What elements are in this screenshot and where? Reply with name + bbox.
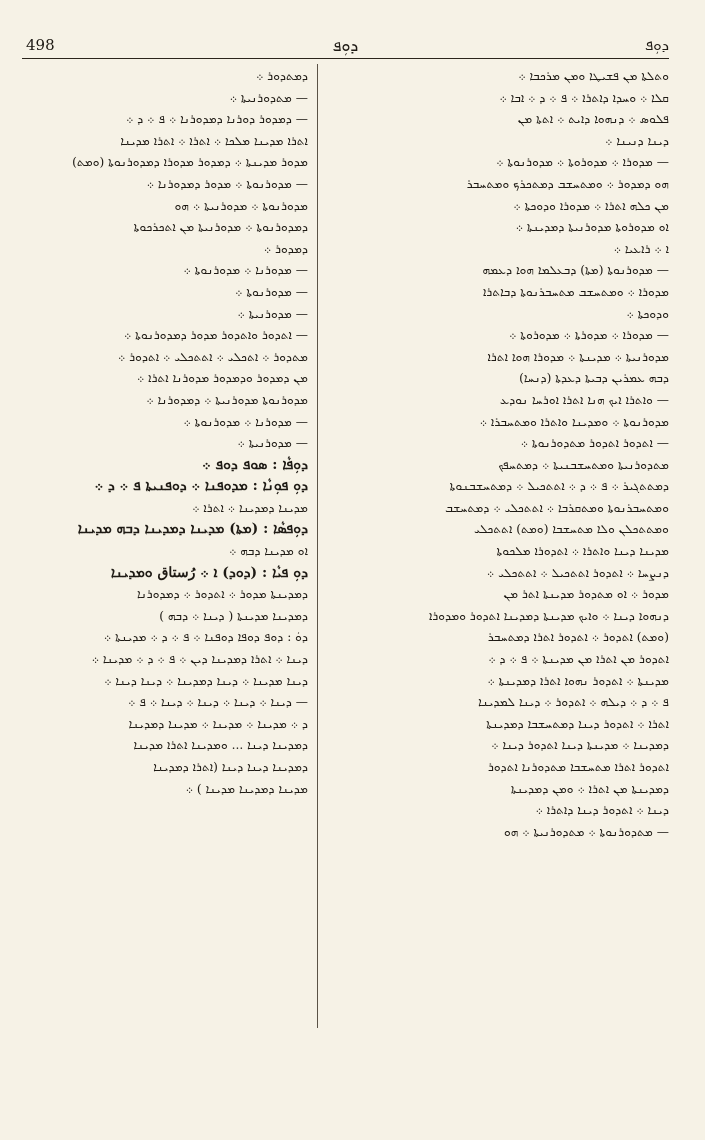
header-running-word: ܕܘܼܦ [644, 36, 669, 54]
text-line: ܐ ܀ ܪܐܥܝܐ ܀ [613, 241, 669, 256]
text-line: ܕܡܕܝܢܐ ܕܝܢܐ ܕܝܢܐ (ܐܬܪܐ ܕܡܕܝܢܐ [153, 760, 308, 774]
text-line: ܕܘܿ : ܕܘܦ ܕܘܦܐ ܕܘܦܢܐ ܀ ܦ ܀ ܕ ܀ ܡܕܝܢܬܐ ܀ [103, 630, 308, 645]
text-line: ܐܘ ܡܕܝܢܐ ܕܒܗ ܀ [229, 544, 308, 559]
text-line: — ܡܕܘܪܢܐ ܀ ܡܕܘܪܢܘܬܐ ܀ [183, 414, 308, 429]
text-line: ܕܡܕܝܢܐ ܡܕܝܢܬܐ ( ܕܝܢܐ ܀ ܕܒܗ ) [159, 608, 308, 623]
text-line: ܡܕܘܪܢܝܬܐ ܀ ܡܕܝܢܬܐ ܀ ܡܕܘܪܐ ܗܘܐ ܐܬܪܐ [487, 349, 669, 364]
text-line: — ܘܐܬܪܐ ܐܝܟ ܗܢܐ ܐܬܪܐ ܐܘܪܚܐ ܢܘܕܥ [499, 392, 669, 407]
text-line: — ܡܬܕܘܪܢܝܬܐ ܀ [229, 90, 308, 105]
text-line: ܕܡܕܘܪ ܀ [263, 241, 308, 256]
text-line: ܐܘ ܡܕܘܪܘܬܐ ܡܕܘܪܢܝܬܐ ܕܡܕܝܢܬܐ ܀ [515, 220, 669, 235]
column-divider [317, 64, 318, 1028]
text-line: — ܡܕܘܪܢܐ ܀ ܡܕܘܪܢܘܬܐ ܀ [183, 263, 308, 278]
text-line: ܕܡܕܝܢܬܐ ܡܕܘܪ ܀ ܐܬܕܘܪ ܀ ܕܡܕܘܪܢܐ [137, 587, 308, 602]
text-line: ܕܘܼ ܦܘܼܢܵܐ : ܡܕܘܦܢܐ ܀ ܕܘܦܢܝܬܐ ܦ ܀ ܕ ܀ [94, 478, 308, 495]
text-line: ܕܘܼ ܦܝܵܐ : (ܕܘܕ) ܐ ܀ رُستاق ܘܡܕܝܢܐ [110, 564, 308, 581]
text-line: ܡܕܘܪܢܘܬܐ ܀ ܘܡܕܝܢܐ ܘܐܬܪܐ ܘܡܬܚܒܪܐ ܀ [479, 414, 669, 429]
text-line: — ܐܬܕܘܪ ܘܐܬܕܘܪ ܡܕܘܪ ܕܡܕܘܪܢܘܬܐ ܀ [123, 328, 308, 343]
text-line: ܕܘܼܦܣܵܐ : (ܡܬܐ) ܡܕܝܢܐ ܕܡܕܝܢܐ ܕܒܗ ܡܕܝܢܐ [77, 521, 308, 538]
text-line: ܡܕܘܪܢܘܬܐ ܡܕܘܪܢܝܬܐ ܀ ܕܡܕܘܪܢܐ ܀ [146, 392, 308, 407]
text-line: ܕܝܢܐ ܡܕܝܢܐ ܀ ܕܝܢܐ ܕܡܕܝܢܐ ܀ ܕܝܢܐ ܕܝܢܐ ܀ [104, 673, 308, 688]
text-line: ܗܘ ܕܡܕܘܪ ܀ ܘܡܬܚܫܒ ܕܡܬܟܪܟ ܘܡܬܚܒܪ [466, 176, 669, 191]
text-line: — ܡܕܘܪܢܘܬܐ ܀ [235, 284, 308, 299]
text-line: ܡܕܘܪܐ ܀ ܘܡܬܚܫܒ ܡܬܚܒܪܢܘܬܐ ܕܒܐܬܪܐ [482, 284, 669, 299]
text-line: — ܡܕܘܪܢܝܬܐ ܀ [237, 436, 308, 451]
text-line: ܕܢܗܘܐ ܕܝܢܐ ܀ ܘܐܝܟ ܡܕܝܢܬܐ ܕܡܕܝܢܐ ܐܬܕܘܪ ܘܡܕܘܪܐ [428, 608, 669, 623]
text-line: ܡܬܕܘܪ ܀ ܐܬܟܠܝ ܀ ܐܬܬܟܠܝ ܀ ܐܬܕܘܪ ܀ [118, 349, 308, 364]
text-line: ܦܠܘܣ ܀ ܕܢܗܘܐ ܕܐܝܬ ܀ ܐܬܬܐ ܡܢ [517, 112, 669, 127]
text-line: ܕܡܕܝܢܬܐ ܡܢ ܐܬܪܐ ܀ ܘܡܢ ܕܡܕܝܢܬܐ [510, 781, 669, 796]
text-line: — ܡܕܘܪܢܘܬܐ ܀ ܡܕܘܪ ܕܡܕܘܪܢܐ ܀ [146, 176, 308, 191]
text-line: ܕܡܕܝܢܐ ܕܝܢܐ ... ܘܡܕܝܢܐ ܐܬܪܐ ܡܕܝܢܐ [133, 738, 308, 753]
text-line: ܕܝܢܐ ܕܢܝܢܐ ܀ [605, 133, 669, 148]
text-line: ܕܘܼܦܵܐ : ܣܘܦ ܕܘܦ ܀ [202, 456, 308, 473]
text-line: — ܕܝܢܐ ܀ ܕܝܢܐ ܀ ܕܝܢܐ ܀ ܕܝܢܐ ܀ ܦ ܀ [128, 695, 308, 710]
text-line: ܡܢ ܕܡܕܘܪ ܘܕܡܕܘܪ ܡܕܘܪܢܐ ܐܬܪܐ ܀ [136, 371, 308, 386]
text-line: ܡܕܘܪ ܡܕܝܢܬܐ ܀ ܕܡܕܘܪ ܡܕܘܪܐ ܕܡܕܘܪܢܘܬܐ (ܘܡܬ) [72, 155, 308, 170]
text-line: ܘܡܬܚܒܪܢܘܬܐ ܘܡܬܩܪܒܐ ܀ ܐܬܬܟܠܝ ܀ ܕܡܬܚܫܒ [445, 500, 669, 515]
header-center-word: ܕܘܼܦ [332, 36, 359, 55]
text-line: ܡܕܘܪܢܘܬܐ ܀ ܡܕܘܪܢܝܬܐ ܀ ܗܘ [174, 198, 308, 213]
header-rule [22, 58, 669, 59]
text-line: — ܐܬܕܘܪ ܐܬܕܘܪ ܡܬܕܘܪܢܘܬܐ ܀ [520, 436, 669, 451]
text-line: ܕܒܗ ܥܡܪܝܢ ܕܒܝܬܐ ܕܥܕܬܐ (ܕܢܚܐ) [519, 371, 669, 386]
text-line: ܘܡܬܬܟܠܢ ܘܠܐ ܡܬܚܫܒܐ (ܘܡܬ) ܐܬܬܟܠܝ [474, 522, 669, 537]
text-line: ܩܠܐ ܀ ܘܚܕܐ ܕܐܬܪܐ ܀ ܦ ܀ ܕ ܀ ܐܒܐ ܀ [499, 90, 669, 105]
text-line: — ܡܕܘܪܢܘܬܐ (ܡܬܐ) ܕܒܥܠܡܐ ܗܘܐ ܕܥܡܗ [482, 263, 669, 278]
text-line: — ܡܬܕܘܪܢܘܬܐ ܀ ܡܬܕܘܪܢܝܬܐ ܀ ܗܘ [503, 824, 669, 839]
text-line: ܕܡܬܕܘܪ ܀ [256, 69, 308, 83]
text-line: ܕ ܀ ܡܕܝܢܐ ܀ ܡܕܝܢܐ ܀ ܡܕܝܢܐ ܕܡܕܝܢܐ [128, 716, 308, 731]
text-line: ܕܡܕܘܪܢܘܬܐ ܀ ܡܕܘܪܢܝܬܐ ܡܢ ܐܬܟܪܟܘܬܐ [133, 220, 308, 235]
text-line: ܡܢ ܟܠܗ ܐܬܪܐ ܀ ܡܕܘܪܐ ܘܕܘܟܬܐ ܀ [513, 198, 669, 213]
text-line: ܡܕܝܢܬܐ ܀ ܐܬܕܘܪ ܢܗܘܐ ܐܬܪܐ ܕܡܕܝܢܬܐ ܀ [487, 673, 669, 688]
text-line: ܡܕܝܢܐ ܕܡܕܝܢܐ ܡܕܝܢܐ ) ܀ [185, 781, 308, 796]
text-line: ܕܝܢܐ ܀ ܐܬܪܐ ܕܡܕܝܢܐ ܕܝܢ ܀ ܦ ܀ ܕ ܀ ܡܕܝܢܐ ܀ [91, 652, 308, 667]
text-line: ܡܬܕܘܪܢܝܬܐ ܘܡܬܚܫܒܢܝܬܐ ܀ ܕܡܬܚܦܟ [498, 457, 669, 472]
text-line: ܡܕܝܢܐ ܕܡܕܝܢܐ ܀ ܐܬܪܐ ܀ [192, 500, 308, 515]
text-line: ܕܡܕܝܢܐ ܀ ܡܕܝܢܬܐ ܕܝܢܐ ܐܬܕܘܪ ܕܝܢܐ ܀ [491, 738, 669, 753]
text-line: ܕܡܬܬܓܝܪ ܀ ܦ ܀ ܕ ܀ ܐܬܬܟܝܠ ܀ ܕܡܬܚܫܒܢܘܬܐ [449, 479, 669, 494]
text-line: ܘܬܠܬܐ ܡܢ ܦܫܝܛܐ ܘܡܢ ܡܪܟܒܐ ܀ [518, 69, 669, 83]
text-line: — ܕܡܕܘܪ ܕܘܪܢܐ ܕܡܕܘܪܢܐ ܀ ܦ ܀ ܕ ܀ [126, 112, 308, 127]
text-line: ܕܝܢܐ ܀ ܐܬܕܘܪ ܕܝܢܐ ܕܐܬܪܐ ܀ [535, 803, 669, 818]
page-header [22, 32, 669, 58]
text-line: ܕܢܨܚܐ ܀ ܐܬܕܘܪ ܐܬܬܟܝܠ ܀ ܐܬܬܟܠܝ ܀ [486, 565, 669, 580]
text-line: ܐܬܕܘܪ ܐܬܪܐ ܡܬܚܫܒܐ ܡܬܕܘܪܢܐ ܐܬܕܘܪ [487, 760, 669, 774]
left-column [26, 66, 308, 800]
text-line: ܦ ܀ ܕ ܀ ܕܝܠܗ ܀ ܐܬܕܘܪ ܀ ܕܝܢܐ ܠܡܕܝܢܐ [478, 695, 669, 710]
text-line: ܡܕܝܢܐ ܕܝܢܐ ܘܐܬܪܐ ܀ ܐܬܕܘܪܐ ܡܠܟܘܬܐ [496, 544, 669, 559]
text-line: — ܡܕܘܪܢܝܬܐ ܀ [237, 306, 308, 321]
text-line: ܐܬܪܐ ܀ ܐܬܕܘܪ ܕܝܢܐ ܕܡܬܚܫܒܐ ܕܡܕܝܢܬܐ [486, 716, 669, 731]
text-line: — ܡܕܘܪܐ ܀ ܡܕܘܪܘܬܐ ܀ ܡܕܘܪܢܘܬܐ ܀ [496, 155, 669, 170]
right-column [327, 66, 669, 843]
text-line: ܡܕܘܪ ܀ ܐܘ ܡܬܕܘܪ ܡܕܝܢܬܐ ܐܬܪ ܡܢ [503, 587, 669, 602]
text-line: — ܡܕܘܪܐ ܀ ܡܕܘܪܬܐ ܀ ܡܕܘܪܘܬܐ ܀ [509, 328, 669, 343]
page-number: 498 [26, 36, 55, 54]
text-line: ܐܬܪܐ ܡܕܝܢܐ ܡܠܟܐ ܀ ܐܬܪܐ ܀ ܐܬܪܐ ܡܕܝܢܐ [120, 133, 308, 148]
text-line: ܐܬܕܘܪ ܡܢ ܐܬܪܐ ܡܢ ܡܕܝܢܬܐ ܀ ܦ ܀ ܕ ܀ [488, 652, 669, 667]
text-line: (ܘܡܬ) ܐܬܕܘܪ ܀ ܐܬܕܘܪ ܐܬܪܐ ܕܡܬܚܒܪ [487, 630, 669, 645]
text-line: ܘܕܘܟܬܐ ܀ [626, 306, 669, 321]
